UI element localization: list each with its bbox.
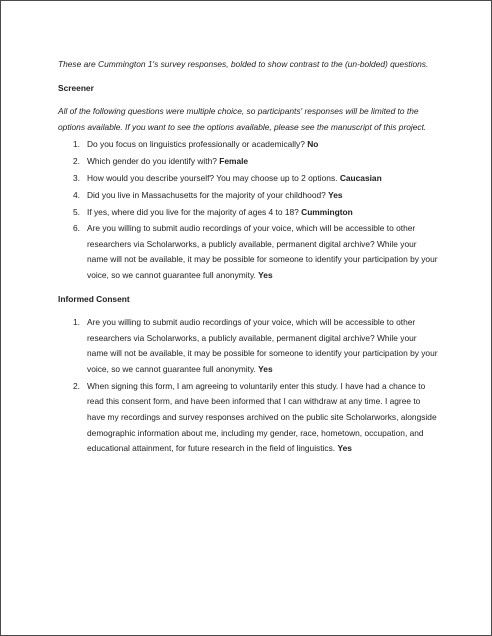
consent-list [58, 315, 438, 457]
item-number: 5. [73, 206, 80, 217]
screener-list [58, 137, 438, 283]
list-item [58, 171, 438, 187]
list-item [58, 205, 438, 221]
question-text: When signing this form, I am agreeing to voluntarily enter this study. I have had a chance to read this consent form, and have been informed that I can withdraw at any time. I agree to have my recordings and survey responses archived on the public site Scholarworks, alongside demographic information about me, including my gender, race, hometown, occupation, and educational attainment, for future research in the field of linguistics. [87, 380, 437, 454]
consent-heading: Informed Consent [58, 293, 130, 304]
list-item [58, 188, 438, 204]
list-item [58, 137, 438, 153]
question-text: Are you willing to submit audio recordings of your voice, which will be accessible to other researchers via Scholarworks, a publicly available, permanent digital archive? While your name will not be available, it may be possible for someone to identify your participation by your voice, so we cannot guarantee full anonymity. [87, 317, 438, 375]
item-number: 4. [73, 189, 80, 200]
question-text: If yes, where did you live for the majority of ages 4 to 18? [87, 206, 299, 217]
list-item [58, 379, 438, 457]
answer-text: Caucasian [339, 172, 382, 183]
answer-text: Yes [258, 270, 273, 281]
item-number: 6. [73, 223, 80, 234]
answer-text: Cummington [301, 206, 353, 217]
screener-heading: Screener [58, 82, 94, 93]
answer-text: No [307, 139, 319, 150]
list-item [58, 315, 438, 377]
screener-note: All of the following questions were multiple choice, so participants' responses will be limited to the options available. If you want to see the options available, please see the manuscript of this project. [58, 106, 427, 132]
question-text: Do you focus on linguistics professionally or academically? [87, 139, 305, 150]
answer-text: Yes [337, 443, 352, 454]
list-item [58, 154, 438, 170]
item-number: 2. [73, 380, 80, 391]
item-number: 3. [73, 172, 80, 183]
question-text: Did you live in Massachusetts for the majority of your childhood? [87, 189, 326, 200]
question-text: How would you describe yourself? You may choose up to 2 options. [87, 172, 338, 183]
question-text: Which gender do you identify with? [87, 156, 217, 167]
answer-text: Yes [258, 364, 273, 375]
item-number: 1. [73, 139, 80, 150]
question-text: Are you willing to submit audio recordings of your voice, which will be accessible to other researchers via Scholarworks, a publicly available, permanent digital archive? While your name will not be available, it may be possible for someone to identify your participation by your voice, so we cannot guarantee full anonymity. [87, 223, 438, 281]
item-number: 2. [73, 156, 80, 167]
item-number: 1. [73, 317, 80, 328]
list-item [58, 221, 438, 283]
document-content [58, 57, 438, 465]
answer-text: Female [219, 156, 249, 167]
intro-text: These are Cummington 1's survey responses, bolded to show contrast to the (un-bolded) questions. [58, 59, 429, 69]
answer-text: Yes [328, 189, 343, 200]
